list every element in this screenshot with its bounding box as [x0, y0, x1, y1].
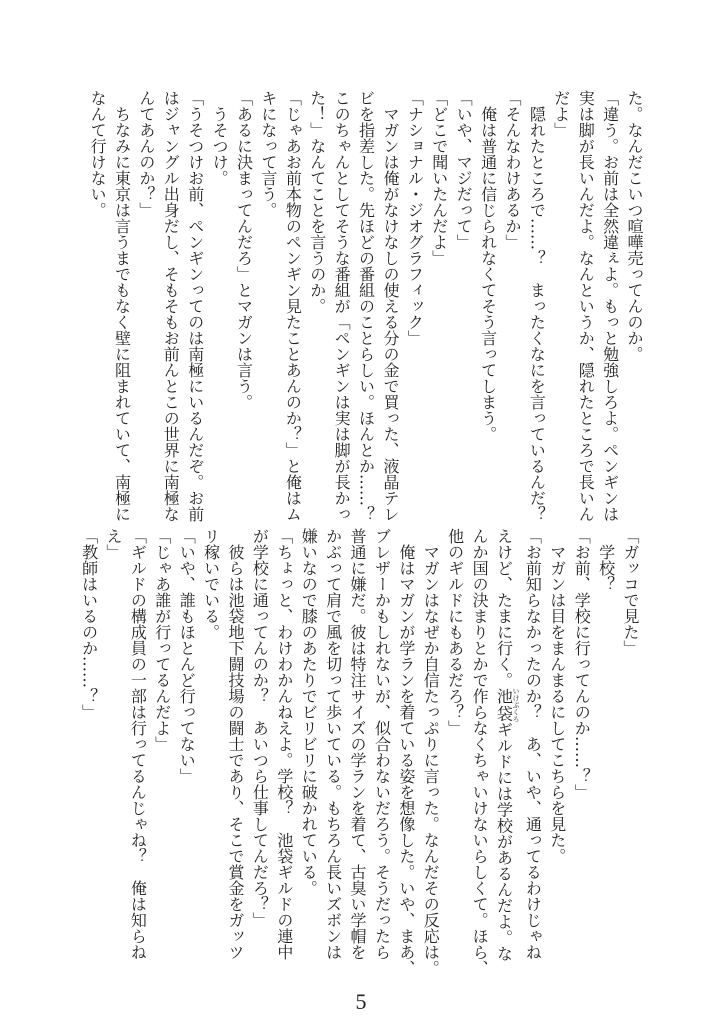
- text-line: 「違う。お前は全然違ぇよ。もっと勉強しろよ。ペンギンは: [600, 90, 620, 522]
- text-line: ブレザーかもしれないが、似合わないだろう。そうだったら: [372, 528, 392, 960]
- text-line: 「いや、誰もほとんど行ってない」: [177, 528, 197, 784]
- text-line: リ稼いでいる。: [201, 528, 221, 640]
- ruby-base: 池袋: [494, 687, 514, 723]
- text-line: んてあんのか？」: [136, 90, 156, 218]
- text-line: 俺はマガンが学ランを着ている姿を想像した。いや、まあ、: [396, 528, 416, 976]
- text-line: 「あるに決まってんだろ」とマガンは言う。: [234, 90, 254, 410]
- text-line: このちゃんとしてそうな番組が「ペンギンは実は脚が長かっ: [332, 90, 352, 522]
- text-line: 「ギルドの構成員の一部は行ってるんじゃね？ 俺は知らね: [128, 528, 148, 960]
- text-line: 実は脚が長いんだよ。なんというか、隠れたところで長いん: [576, 90, 596, 522]
- text-line: 「ちょっと、わけわかんねえよ。学校？ 池袋ギルドの連中: [274, 528, 294, 960]
- text-line: 俺は普通に信じられなくてそう言ってしまう。: [478, 90, 498, 442]
- text-line: 「ガッコで見た」: [621, 528, 640, 656]
- text-line: 学校？: [596, 528, 616, 592]
- text-line: 「どこで聞いたんだよ」: [429, 90, 449, 266]
- text-line: 「いや、マジだって」: [454, 90, 474, 250]
- text-line: かぶって肩で風を切って歩いている。もちろん長いズボンは: [323, 528, 343, 960]
- text-line: 「うそつけお前、ペンギンってのは南極にいるんだぞ。お前: [185, 90, 205, 522]
- text-line: 「じゃあお前本物のペンギン見たことあんのか？」と俺はム: [283, 90, 303, 522]
- text-line: マガンはなぜか自信たっぷりに言った。なんだその反応は。: [421, 528, 441, 976]
- text-segment: ギルドには学校があるんだよ。な: [494, 721, 514, 962]
- text-line: ビを指差した。先ほどの番組のことらしい。ほんとか……？: [356, 90, 376, 522]
- text-line: キになって言う。: [258, 90, 278, 218]
- text-line: 隠れたところで……？ まったくなにを言っているんだ？: [527, 90, 547, 522]
- upper-text-block: [85, 90, 646, 522]
- text-line: 嫌いなので膝のあたりでビリビリに破かれている。: [299, 528, 319, 896]
- text-line: 普通に嫌だ。彼は特注サイズの学ランを着て、古臭い学帽を: [348, 528, 368, 960]
- text-line: 「教師はいるのか……？」: [79, 528, 99, 720]
- text-line: 「お前知らなかったのか？ あ、いや、通ってるわけじゃね: [523, 528, 543, 960]
- text-line: 「お前、学校に行ってんのか……？」: [572, 528, 592, 800]
- text-line: なんて行けない。: [88, 90, 108, 218]
- text-line: 「そんなわけあるか」: [502, 90, 522, 250]
- text-line: 彼らは池袋地下闘技場の闘士であり、そこで賞金をガッツ: [226, 528, 245, 960]
- lower-text-block: [76, 528, 642, 976]
- text-line: た。なんだこいつ喧嘩売ってんのか。: [625, 90, 644, 362]
- text-line: マガンは俺がなけなしの使える分の金で買った、液晶テレ: [380, 90, 400, 522]
- page-number: 5: [355, 989, 367, 1014]
- text-line: え」: [103, 528, 123, 560]
- text-line: が学校に通ってんのか？ あいつら仕事してんだろ？」: [250, 528, 270, 928]
- text-line: マガンは目をまんまるにしてこちらを見た。: [547, 528, 567, 864]
- text-line: だよ」: [551, 90, 571, 138]
- text-line-with-furigana: [491, 528, 520, 976]
- text-line: 「ナショナル・ジオグラフィック」: [405, 90, 425, 346]
- text-line: た！」なんてことを言うのか。: [307, 90, 327, 314]
- text-line: はジャングル出身だし、そもそもお前んとこの世界に南極な: [161, 90, 181, 522]
- furigana-word: [494, 687, 520, 723]
- text-line: 他のギルドにもあるだろ？」: [445, 528, 465, 736]
- text-line: んか国の決まりとかで作らなくちゃいけないらしくて。ほら、: [470, 528, 490, 976]
- ruby-reading: いけぶくろ: [511, 687, 520, 723]
- text-line: ちなみに東京は言うまでもなく壁に阻まれていて、南極に: [112, 90, 132, 522]
- text-line: 「じゃあ誰が行ってるんだよ」: [152, 528, 172, 752]
- text-line: うそつけ。: [210, 90, 230, 186]
- text-segment: えけど、たまに行く。: [494, 528, 514, 688]
